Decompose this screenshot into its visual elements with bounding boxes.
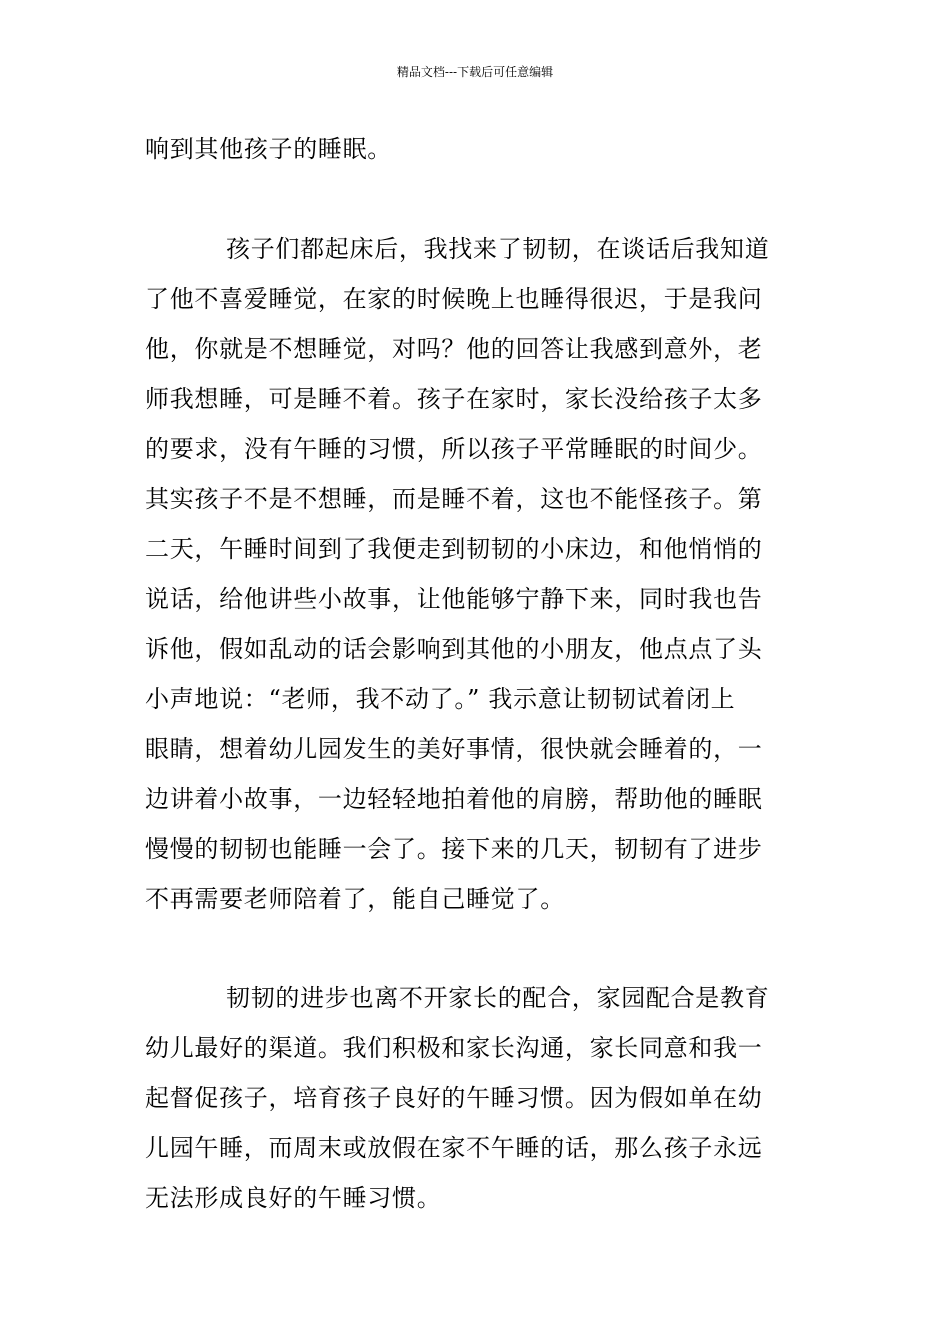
paragraph-2-line-11: 眼睛，想着幼儿园发生的美好事情，很快就会睡着的，一 [145,735,763,763]
paragraph-1-line-1: 响到其他孩子的睡眠。 [145,135,392,163]
paragraph-2-line-3: 他，你就是不想睡觉，对吗？他的回答让我感到意外，老 [145,335,763,363]
paragraph-3-line-1: 韧韧的进步也离不开家长的配合，家园配合是教育 [226,984,770,1012]
paragraph-2-line-5: 的要求，没有午睡的习惯，所以孩子平常睡眠的时间少。 [145,435,763,463]
paragraph-2-line-10: 小声地说：“老师，我不动了。” 我示意让韧韧试着闭上 [145,685,736,713]
paragraph-3-line-3: 起督促孩子，培育孩子良好的午睡习惯。因为假如单在幼 [145,1084,763,1112]
paragraph-2-line-12: 边讲着小故事，一边轻轻地拍着他的肩膀，帮助他的睡眠 [145,785,763,813]
paragraph-2-line-14: 不再需要老师陪着了，能自己睡觉了。 [145,885,565,913]
page-header: 精品文档---下载后可任意编辑 [396,65,554,79]
paragraph-2-line-13: 慢慢的韧韧也能睡一会了。接下来的几天，韧韧有了进步 [145,835,763,863]
paragraph-3-line-4: 儿园午睡，而周末或放假在家不午睡的话，那么孩子永远 [145,1134,763,1162]
paragraph-2-line-7: 二天，午睡时间到了我便走到韧韧的小床边，和他悄悄的 [145,535,763,563]
paragraph-2-line-1: 孩子们都起床后，我找来了韧韧，在谈话后我知道 [226,235,770,263]
paragraph-2-line-8: 说话，给他讲些小故事，让他能够宁静下来，同时我也告 [145,585,763,613]
paragraph-2-line-6: 其实孩子不是不想睡，而是睡不着，这也不能怪孩子。第 [145,485,763,513]
paragraph-2-line-4: 师我想睡，可是睡不着。孩子在家时，家长没给孩子太多 [145,385,763,413]
paragraph-3-line-2: 幼儿最好的渠道。我们积极和家长沟通，家长同意和我一 [145,1034,763,1062]
paragraph-2-line-2: 了他不喜爱睡觉，在家的时候晚上也睡得很迟，于是我问 [145,285,763,313]
paragraph-2-line-9: 诉他，假如乱动的话会影响到其他的小朋友，他点点了头 [145,635,763,663]
paragraph-3-line-5: 无法形成良好的午睡习惯。 [145,1184,442,1212]
